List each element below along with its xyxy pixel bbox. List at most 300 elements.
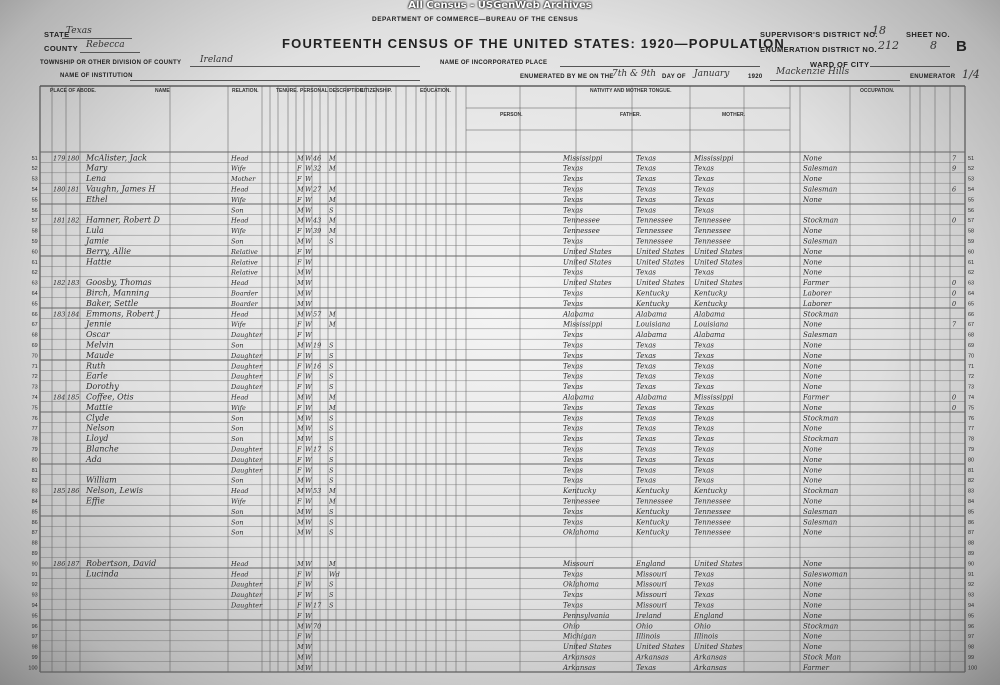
person-name: Birch, Manning — [86, 288, 150, 298]
row-number-right: 92 — [968, 582, 975, 589]
father-birthplace: United States — [636, 258, 685, 267]
enumerator-label: ENUMERATOR — [910, 74, 956, 80]
relation: Wife — [231, 227, 246, 236]
father-birthplace: Texas — [636, 445, 656, 454]
occupation: Salesman — [803, 237, 838, 246]
race: W — [305, 403, 312, 412]
person-name: Emmons, Robert J — [86, 309, 160, 319]
birthplace: Texas — [563, 601, 583, 610]
birthplace: Tennessee — [563, 216, 600, 225]
margin-code: 0 — [952, 393, 957, 402]
mother-birthplace: Texas — [694, 466, 714, 475]
father-birthplace: Kentucky — [636, 487, 670, 496]
marital-status: S — [329, 341, 334, 350]
row-number-left: 72 — [31, 374, 38, 381]
marital-status: S — [329, 424, 334, 433]
race: W — [305, 414, 312, 423]
relation: Daughter — [231, 466, 263, 475]
row-number-right: 98 — [968, 644, 975, 651]
father-birthplace: Alabama — [636, 331, 667, 340]
row-number-right: 96 — [968, 623, 975, 630]
row-number-right: 54 — [968, 187, 975, 193]
father-birthplace: Texas — [636, 435, 656, 444]
sex: M — [297, 424, 304, 433]
relation: Relative — [231, 258, 258, 267]
sex: F — [297, 227, 302, 236]
row-number-right: 73 — [968, 384, 975, 391]
father-birthplace: Kentucky — [636, 289, 670, 298]
birthplace: Texas — [563, 299, 583, 308]
row-number-left: 54 — [31, 187, 38, 193]
person-name: Berry, Allie — [86, 246, 131, 256]
mother-birthplace: Tennessee — [694, 528, 731, 537]
margin-code: 9 — [952, 164, 957, 173]
relation: Son — [231, 476, 244, 485]
mother-birthplace: Texas — [694, 372, 714, 381]
relation: Head — [231, 216, 249, 225]
race: W — [305, 518, 312, 527]
race: W — [305, 175, 312, 184]
father-birthplace: Texas — [636, 383, 656, 392]
row-number-left: 55 — [31, 197, 38, 204]
race: W — [305, 206, 312, 215]
sex: F — [297, 372, 302, 381]
occupation: Farmer — [803, 663, 830, 672]
occupation: Stockman — [803, 310, 839, 319]
birthplace: Ohio — [563, 622, 580, 631]
supervisor-label: SUPERVISOR'S DISTRICT NO. — [760, 30, 878, 39]
birthplace: Texas — [563, 445, 583, 454]
archive-banner: All Census - USGenWeb Archives — [408, 0, 592, 11]
row-number-left: 91 — [31, 571, 38, 578]
relation: Mother — [231, 175, 256, 184]
mother-birthplace: Alabama — [694, 331, 725, 340]
marital-status: S — [329, 362, 334, 371]
marital-status: S — [329, 445, 334, 454]
row-number-left: 66 — [31, 311, 38, 318]
person-name: Effie — [86, 496, 105, 506]
occupation: Farmer — [803, 393, 830, 402]
row-number-left: 99 — [31, 655, 38, 661]
mother-birthplace: Tennessee — [694, 237, 731, 246]
row-number-left: 97 — [31, 634, 38, 641]
row-number-left: 86 — [31, 519, 38, 526]
birthplace: United States — [563, 643, 612, 652]
occupation: Farmer — [803, 279, 830, 288]
relation: Son — [231, 237, 244, 246]
ed-value: 212 — [878, 39, 899, 52]
mother-birthplace: United States — [694, 247, 743, 256]
row-number-right: 77 — [968, 426, 975, 433]
month-value: January — [694, 69, 730, 79]
mother-birthplace: Tennessee — [694, 227, 731, 236]
race: W — [305, 310, 312, 319]
row-number-right: 55 — [968, 197, 975, 204]
relation: Daughter — [231, 580, 263, 589]
mother-birthplace: Texas — [694, 445, 714, 454]
sex: M — [297, 393, 304, 402]
occupation: None — [803, 466, 822, 475]
row-number-right: 86 — [968, 519, 975, 526]
marital-status: S — [329, 580, 334, 589]
birthplace: Texas — [563, 466, 583, 475]
marital-status: M — [329, 403, 336, 412]
dwelling-number: 180 — [53, 185, 66, 194]
father-birthplace: Kentucky — [636, 299, 670, 308]
day-of-label: DAY OF — [662, 74, 686, 80]
occupation: Laborer — [803, 299, 832, 308]
relation: Son — [231, 206, 244, 215]
father-birthplace: Texas — [636, 195, 656, 204]
enumerated-label: ENUMERATED BY ME ON THE — [520, 74, 614, 80]
occupation: None — [803, 643, 822, 652]
age: 70 — [313, 622, 322, 631]
occupation: None — [803, 227, 822, 236]
father-birthplace: England — [636, 559, 666, 568]
occupation: Stockman — [803, 622, 839, 631]
row-number-left: 79 — [31, 447, 38, 453]
race: W — [305, 528, 312, 537]
birthplace: Texas — [563, 570, 583, 579]
relation: Wife — [231, 497, 246, 506]
family-number: 182 — [67, 216, 80, 225]
age: 39 — [313, 227, 322, 236]
person-name: Coffee, Otis — [86, 392, 134, 402]
dwelling-number: 182 — [53, 279, 66, 288]
row-number-right: 53 — [968, 176, 975, 183]
mother-birthplace: Texas — [694, 175, 714, 184]
marital-status: S — [329, 435, 334, 444]
person-name: Nelson — [86, 423, 115, 433]
birthplace: Texas — [563, 591, 583, 600]
birthplace: Texas — [563, 351, 583, 360]
mother-birthplace: Kentucky — [694, 289, 728, 298]
relation: Head — [231, 393, 249, 402]
row-number-left: 87 — [31, 530, 38, 537]
dwelling-number: 183 — [53, 310, 66, 319]
mother-birthplace: Tennessee — [694, 497, 731, 506]
row-number-right: 87 — [968, 530, 975, 537]
mother-birthplace: Texas — [694, 424, 714, 433]
birthplace: Texas — [563, 403, 583, 412]
sex: F — [297, 632, 302, 641]
margin-code: 0 — [952, 403, 957, 412]
birthplace: Texas — [563, 476, 583, 485]
age: 32 — [313, 164, 322, 173]
sex: F — [297, 570, 302, 579]
occupation: Salesman — [803, 507, 838, 516]
person-name: Lena — [86, 174, 106, 184]
person-name: Lloyd — [86, 434, 109, 444]
sex: M — [297, 341, 304, 350]
sex: F — [297, 445, 302, 454]
father-birthplace: Texas — [636, 424, 656, 433]
race: W — [305, 497, 312, 506]
birthplace: Kentucky — [563, 487, 597, 496]
birthplace: Texas — [563, 435, 583, 444]
sex: F — [297, 164, 302, 173]
relation: Head — [231, 185, 249, 194]
mother-birthplace: Texas — [694, 435, 714, 444]
birthplace: Texas — [563, 414, 583, 423]
row-number-left: 68 — [31, 332, 38, 339]
birthplace: United States — [563, 279, 612, 288]
father-birthplace: Illinois — [636, 632, 661, 641]
age: 46 — [313, 154, 322, 163]
sex: F — [297, 611, 302, 620]
race: W — [305, 611, 312, 620]
occupation: None — [803, 559, 822, 568]
row-number-right: 56 — [968, 207, 975, 214]
township-label: TOWNSHIP OR OTHER DIVISION OF COUNTY — [40, 60, 182, 66]
row-number-left: 69 — [31, 343, 38, 349]
row-number-right: 90 — [968, 561, 975, 568]
row-number-right: 51 — [968, 155, 975, 162]
row-number-left: 71 — [31, 363, 38, 370]
marital-status: S — [329, 206, 334, 215]
occupation: None — [803, 445, 822, 454]
person-name: Baker, Settle — [86, 298, 139, 308]
sex: F — [297, 497, 302, 506]
mother-birthplace: Texas — [694, 195, 714, 204]
sex: M — [297, 487, 304, 496]
relation: Daughter — [231, 445, 263, 454]
row-number-left: 73 — [31, 384, 38, 391]
father-birthplace: Kentucky — [636, 507, 670, 516]
birthplace: Alabama — [563, 310, 594, 319]
mother-birthplace: Texas — [694, 570, 714, 579]
occupation: None — [803, 372, 822, 381]
relation: Wife — [231, 320, 246, 329]
occupation: None — [803, 258, 822, 267]
sex: F — [297, 580, 302, 589]
row-number-right: 61 — [968, 259, 975, 266]
mother-birthplace: Tennessee — [694, 216, 731, 225]
family-number: 185 — [67, 393, 80, 402]
occupation: None — [803, 611, 822, 620]
race: W — [305, 383, 312, 392]
sex: M — [297, 507, 304, 516]
race: W — [305, 455, 312, 464]
sex: M — [297, 518, 304, 527]
marital-status: S — [329, 414, 334, 423]
birthplace: Texas — [563, 455, 583, 464]
occupation: Salesman — [803, 518, 838, 527]
occupation: None — [803, 424, 822, 433]
ed-label: ENUMERATION DISTRICT NO. — [760, 45, 877, 54]
mother-birthplace: Tennessee — [694, 518, 731, 527]
sex: F — [297, 320, 302, 329]
row-number-right: 67 — [968, 322, 975, 329]
person-name: Jennie — [86, 319, 112, 329]
marital-status: S — [329, 383, 334, 392]
race: W — [305, 237, 312, 246]
race: W — [305, 154, 312, 163]
marital-status: M — [329, 320, 336, 329]
mother-birthplace: Kentucky — [694, 487, 728, 496]
marital-status: S — [329, 476, 334, 485]
relation: Daughter — [231, 455, 263, 464]
relation: Son — [231, 424, 244, 433]
father-birthplace: Tennessee — [636, 216, 673, 225]
col-nativity: NATIVITY AND MOTHER TONGUE. — [590, 88, 672, 94]
marital-status: M — [329, 487, 336, 496]
state-label: STATE — [44, 30, 70, 39]
relation: Head — [231, 559, 249, 568]
row-number-left: 98 — [31, 644, 38, 651]
race: W — [305, 445, 312, 454]
race: W — [305, 424, 312, 433]
row-number-right: 99 — [968, 655, 975, 661]
relation: Son — [231, 414, 244, 423]
birthplace: Texas — [563, 268, 583, 277]
sex: M — [297, 279, 304, 288]
sex: F — [297, 247, 302, 256]
race: W — [305, 601, 312, 610]
row-number-left: 65 — [31, 301, 38, 308]
race: W — [305, 487, 312, 496]
dwelling-number: 184 — [53, 393, 66, 402]
row-number-left: 92 — [31, 582, 38, 589]
row-number-right: 74 — [968, 395, 975, 401]
enumerator-name: Mackenzie Hills — [776, 67, 850, 77]
marital-status: M — [329, 185, 336, 194]
row-number-left: 90 — [31, 561, 38, 568]
margin-code: 7 — [952, 320, 957, 329]
occupation: Saleswoman — [803, 570, 848, 579]
father-birthplace: Missouri — [636, 601, 667, 610]
relation: Son — [231, 518, 244, 527]
person-name: Dorothy — [86, 382, 119, 392]
father-birthplace: Tennessee — [636, 237, 673, 246]
sex: M — [297, 206, 304, 215]
marital-status: S — [329, 237, 334, 246]
sex: M — [297, 663, 304, 672]
mother-birthplace: England — [694, 611, 724, 620]
age: 17 — [313, 445, 322, 454]
row-number-right: 83 — [968, 488, 975, 495]
birthplace: Alabama — [563, 393, 594, 402]
mother-birthplace: Ohio — [694, 622, 711, 631]
sex: F — [297, 331, 302, 340]
mother-birthplace: United States — [694, 559, 743, 568]
birthplace: United States — [563, 247, 612, 256]
person-name: Hattie — [86, 257, 112, 267]
row-number-left: 77 — [31, 426, 38, 433]
family-number: 183 — [67, 279, 80, 288]
sex: F — [297, 351, 302, 360]
birthplace: Mississippi — [563, 320, 603, 329]
marital-status: M — [329, 393, 336, 402]
race: W — [305, 372, 312, 381]
age: 17 — [313, 601, 322, 610]
father-birthplace: Tennessee — [636, 497, 673, 506]
corner-mark: 1/4 — [962, 68, 980, 81]
occupation: None — [803, 195, 822, 204]
margin-code: 6 — [952, 185, 957, 194]
family-number: 187 — [67, 559, 80, 568]
row-number-left: 51 — [31, 155, 38, 162]
row-number-left: 85 — [31, 509, 38, 516]
race: W — [305, 663, 312, 672]
occupation: None — [803, 403, 822, 412]
col-occupation: OCCUPATION. — [860, 88, 895, 94]
row-number-left: 88 — [31, 540, 38, 547]
marital-status: S — [329, 455, 334, 464]
enumerated-day: 7th & 9th — [612, 69, 657, 79]
occupation: None — [803, 351, 822, 360]
occupation: None — [803, 580, 822, 589]
father-birthplace: Kentucky — [636, 518, 670, 527]
mother-birthplace: Mississippi — [694, 393, 734, 402]
marital-status: M — [329, 310, 336, 319]
marital-status: M — [329, 497, 336, 506]
incorporated-label: NAME OF INCORPORATED PLACE — [440, 60, 548, 66]
father-birthplace: Kentucky — [636, 528, 670, 537]
row-number-right: 84 — [968, 499, 975, 505]
ward-label: WARD OF CITY — [810, 60, 870, 69]
sex: M — [297, 653, 304, 662]
mother-birthplace: Illinois — [694, 632, 719, 641]
sex: F — [297, 403, 302, 412]
marital-status: S — [329, 351, 334, 360]
sex: F — [297, 362, 302, 371]
state-value: Texas — [66, 26, 92, 36]
row-number-right: 94 — [968, 603, 975, 609]
person-name: Mattie — [86, 402, 113, 412]
relation: Boarder — [231, 299, 258, 308]
race: W — [305, 216, 312, 225]
sex: M — [297, 310, 304, 319]
sex: M — [297, 268, 304, 277]
row-number-right: 64 — [968, 291, 975, 297]
father-birthplace: Texas — [636, 466, 656, 475]
marital-status: M — [329, 164, 336, 173]
occupation: None — [803, 476, 822, 485]
father-birthplace: Texas — [636, 351, 656, 360]
age: 53 — [313, 487, 322, 496]
row-number-right: 78 — [968, 436, 975, 443]
father-birthplace: Arkansas — [636, 653, 669, 662]
margin-code: 0 — [952, 299, 957, 308]
marital-status: Wd — [329, 570, 340, 579]
col-father: FATHER. — [620, 112, 642, 118]
occupation: None — [803, 362, 822, 371]
row-number-right: 59 — [968, 239, 975, 245]
mother-birthplace: Arkansas — [694, 663, 727, 672]
father-birthplace: Texas — [636, 185, 656, 194]
person-name: William — [86, 475, 117, 485]
occupation: None — [803, 601, 822, 610]
marital-status: S — [329, 372, 334, 381]
race: W — [305, 341, 312, 350]
relation: Daughter — [231, 591, 263, 600]
sex: M — [297, 299, 304, 308]
occupation: None — [803, 383, 822, 392]
sex: F — [297, 601, 302, 610]
sex: F — [297, 455, 302, 464]
marital-status: M — [329, 195, 336, 204]
census-title: FOURTEENTH CENSUS OF THE UNITED STATES: 1920—POPULATION — [282, 36, 785, 51]
father-birthplace: Texas — [636, 164, 656, 173]
relation: Daughter — [231, 362, 263, 371]
row-number-right: 66 — [968, 311, 975, 318]
father-birthplace: Texas — [636, 206, 656, 215]
mother-birthplace: United States — [694, 258, 743, 267]
relation: Head — [231, 570, 249, 579]
father-birthplace: Texas — [636, 154, 656, 163]
person-name: Robertson, David — [86, 558, 157, 568]
